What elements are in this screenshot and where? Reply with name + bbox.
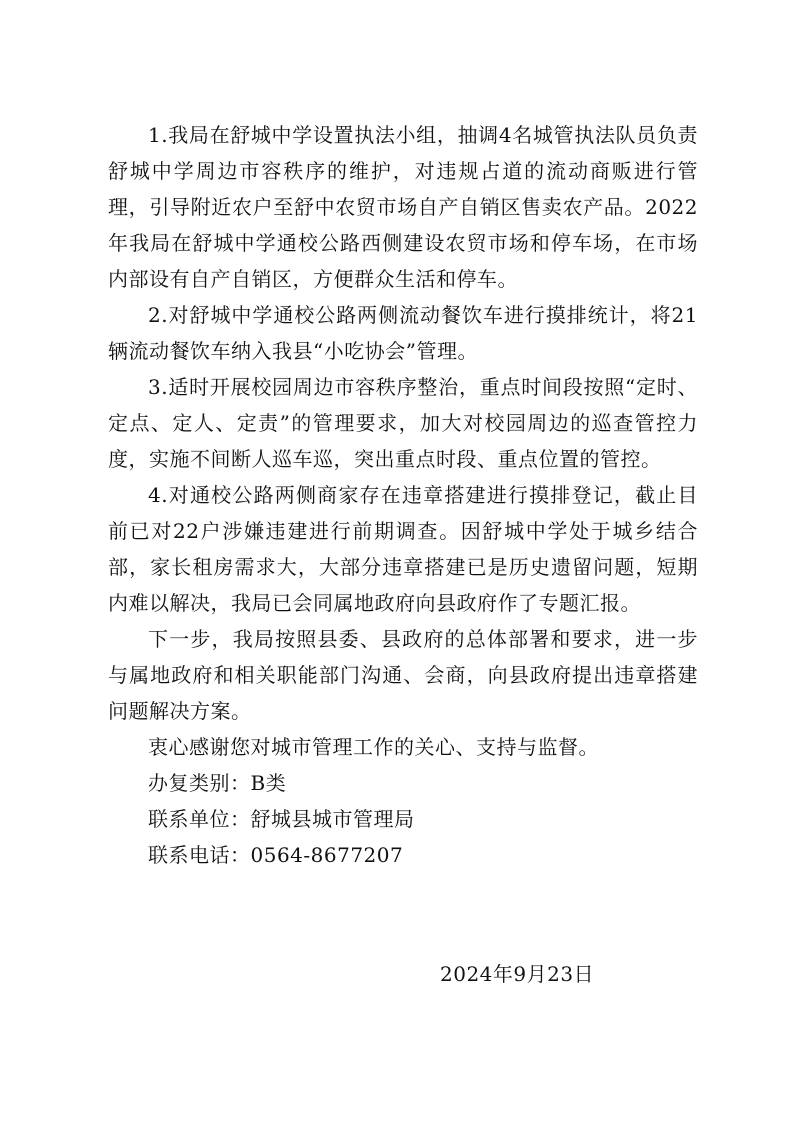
paragraph-measure-4: 4.对通校公路两侧商家存在违章搭建进行摸排登记，截止目前已对22户涉嫌违建进行前期调查。因舒城中学处于城乡结合部，家长租房需求大，大部分违章搭建已是历史遗留问题，短期内难以解决，我局已会同属地政府向县政府作了专题汇报。 [108, 483, 698, 615]
paragraph-thanks: 衷心感谢您对城市管理工作的关心、支持与监督。 [148, 735, 599, 759]
paragraph-measure-2: 2.对舒城中学通校公路两侧流动餐饮车进行摸排统计，将21辆流动餐饮车纳入我县“小吃协会”管理。 [108, 303, 698, 363]
paragraph-measure-1: 1.我局在舒城中学设置执法小组，抽调4名城管执法队员负责舒城中学周边市容秩序的维护，对违规占道的流动商贩进行管理，引导附近农户至舒中农贸市场自产自销区售卖农产品。2022年我局在舒城中学通校公路西侧建设农贸市场和停车场，在市场内部设有自产自销区，方便群众生活和停车。 [108, 123, 698, 291]
document-date: 2024年9月23日 [440, 962, 595, 986]
document-body [108, 117, 698, 873]
paragraph-measure-3: 3.适时开展校园周边市容秩序整治，重点时间段按照“定时、定点、定人、定责”的管理要求，加大对校园周边的巡查管控力度，实施不间断人巡车巡，突出重点时段、重点位置的管控。 [108, 375, 698, 471]
reply-category: 办复类别：B类 [148, 771, 287, 795]
contact-unit: 联系单位：舒城县城市管理局 [148, 807, 415, 831]
contact-phone: 联系电话：0564-8677207 [148, 843, 404, 867]
paragraph-next-step: 下一步，我局按照县委、县政府的总体部署和要求，进一步与属地政府和相关职能部门沟通、会商，向县政府提出违章搭建问题解决方案。 [108, 627, 698, 723]
